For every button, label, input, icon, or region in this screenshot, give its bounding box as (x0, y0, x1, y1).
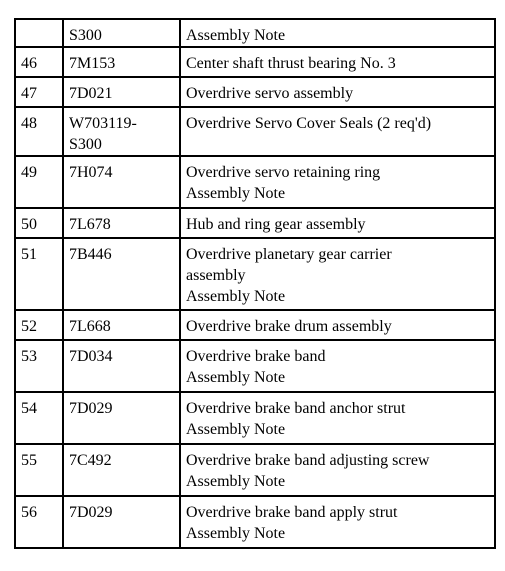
part-number-line: 7L678 (69, 216, 111, 233)
description-line: Assembly Note (186, 473, 286, 490)
part-number-line: 7D034 (69, 348, 113, 365)
description-line: Overdrive servo retaining ring (186, 164, 381, 181)
description-line: Overdrive brake band (186, 348, 326, 365)
item-number-cell: 49 (15, 156, 63, 208)
description-cell (180, 156, 495, 208)
part-number-line: 7B446 (69, 246, 112, 263)
part-number-cell (63, 392, 180, 444)
description-line: Overdrive brake band apply strut (186, 504, 398, 521)
item-number-cell: 54 (15, 392, 63, 444)
description-cell (180, 340, 495, 392)
table-row (15, 47, 495, 77)
part-number-cell (63, 77, 180, 107)
description-line: Assembly Note (186, 421, 286, 438)
table-row (15, 444, 495, 496)
description-cell (180, 392, 495, 444)
description-line: Overdrive brake band adjusting screw (186, 452, 430, 469)
description-line: Assembly Note (186, 288, 286, 305)
item-number-cell: 46 (15, 47, 63, 77)
item-number-cell: 56 (15, 496, 63, 548)
part-number-line: 7M153 (69, 55, 116, 72)
part-number-cell (63, 238, 180, 310)
description-cell (180, 310, 495, 340)
description-cell (180, 47, 495, 77)
description-cell (180, 107, 495, 156)
part-number-line: 7H074 (69, 164, 113, 181)
description-line: Assembly Note (186, 185, 286, 202)
part-number-cell (63, 19, 180, 47)
part-number-cell (63, 496, 180, 548)
description-line: Assembly Note (186, 369, 286, 386)
description-cell (180, 496, 495, 548)
part-number-line: W703119- (69, 115, 137, 132)
item-number-cell: 51 (15, 238, 63, 310)
description-line: Overdrive brake band anchor strut (186, 400, 406, 417)
part-number-line: 7D029 (69, 400, 113, 417)
part-number-cell (63, 310, 180, 340)
table-row (15, 156, 495, 208)
description-cell (180, 444, 495, 496)
part-number-cell (63, 156, 180, 208)
part-number-line: 7C492 (69, 452, 112, 469)
item-number-cell (15, 19, 63, 47)
part-number-cell (63, 208, 180, 238)
description-cell (180, 19, 495, 47)
part-number-cell (63, 340, 180, 392)
item-number-cell: 53 (15, 340, 63, 392)
part-number-line: S300 (69, 27, 102, 44)
description-cell (180, 238, 495, 310)
item-number-cell: 55 (15, 444, 63, 496)
table-row (15, 496, 495, 548)
parts-table (14, 18, 496, 549)
table-row (15, 77, 495, 107)
table-row (15, 238, 495, 310)
table-row (15, 208, 495, 238)
part-number-line: S300 (69, 136, 102, 153)
table-row (15, 310, 495, 340)
description-line: Assembly Note (186, 525, 286, 542)
description-cell (180, 208, 495, 238)
table-row (15, 19, 495, 47)
table-row (15, 107, 495, 156)
item-number-cell: 47 (15, 77, 63, 107)
table-row (15, 340, 495, 392)
item-number-cell: 50 (15, 208, 63, 238)
part-number-line: 7D029 (69, 504, 113, 521)
part-number-line: 7L668 (69, 318, 111, 335)
part-number-cell (63, 47, 180, 77)
description-line: Hub and ring gear assembly (186, 216, 366, 233)
description-line: Overdrive servo assembly (186, 85, 354, 102)
description-cell (180, 77, 495, 107)
part-number-cell (63, 444, 180, 496)
description-line: Assembly Note (186, 27, 286, 44)
parts-table-body (15, 19, 495, 548)
description-line: Center shaft thrust bearing No. 3 (186, 55, 396, 72)
part-number-cell (63, 107, 180, 156)
description-line: Overdrive Servo Cover Seals (2 req'd) (186, 115, 432, 132)
table-row (15, 392, 495, 444)
item-number-cell: 52 (15, 310, 63, 340)
item-number-cell: 48 (15, 107, 63, 156)
description-line: Overdrive brake drum assembly (186, 318, 392, 335)
part-number-line: 7D021 (69, 85, 113, 102)
description-line: assembly (186, 267, 246, 284)
description-line: Overdrive planetary gear carrier (186, 246, 392, 263)
